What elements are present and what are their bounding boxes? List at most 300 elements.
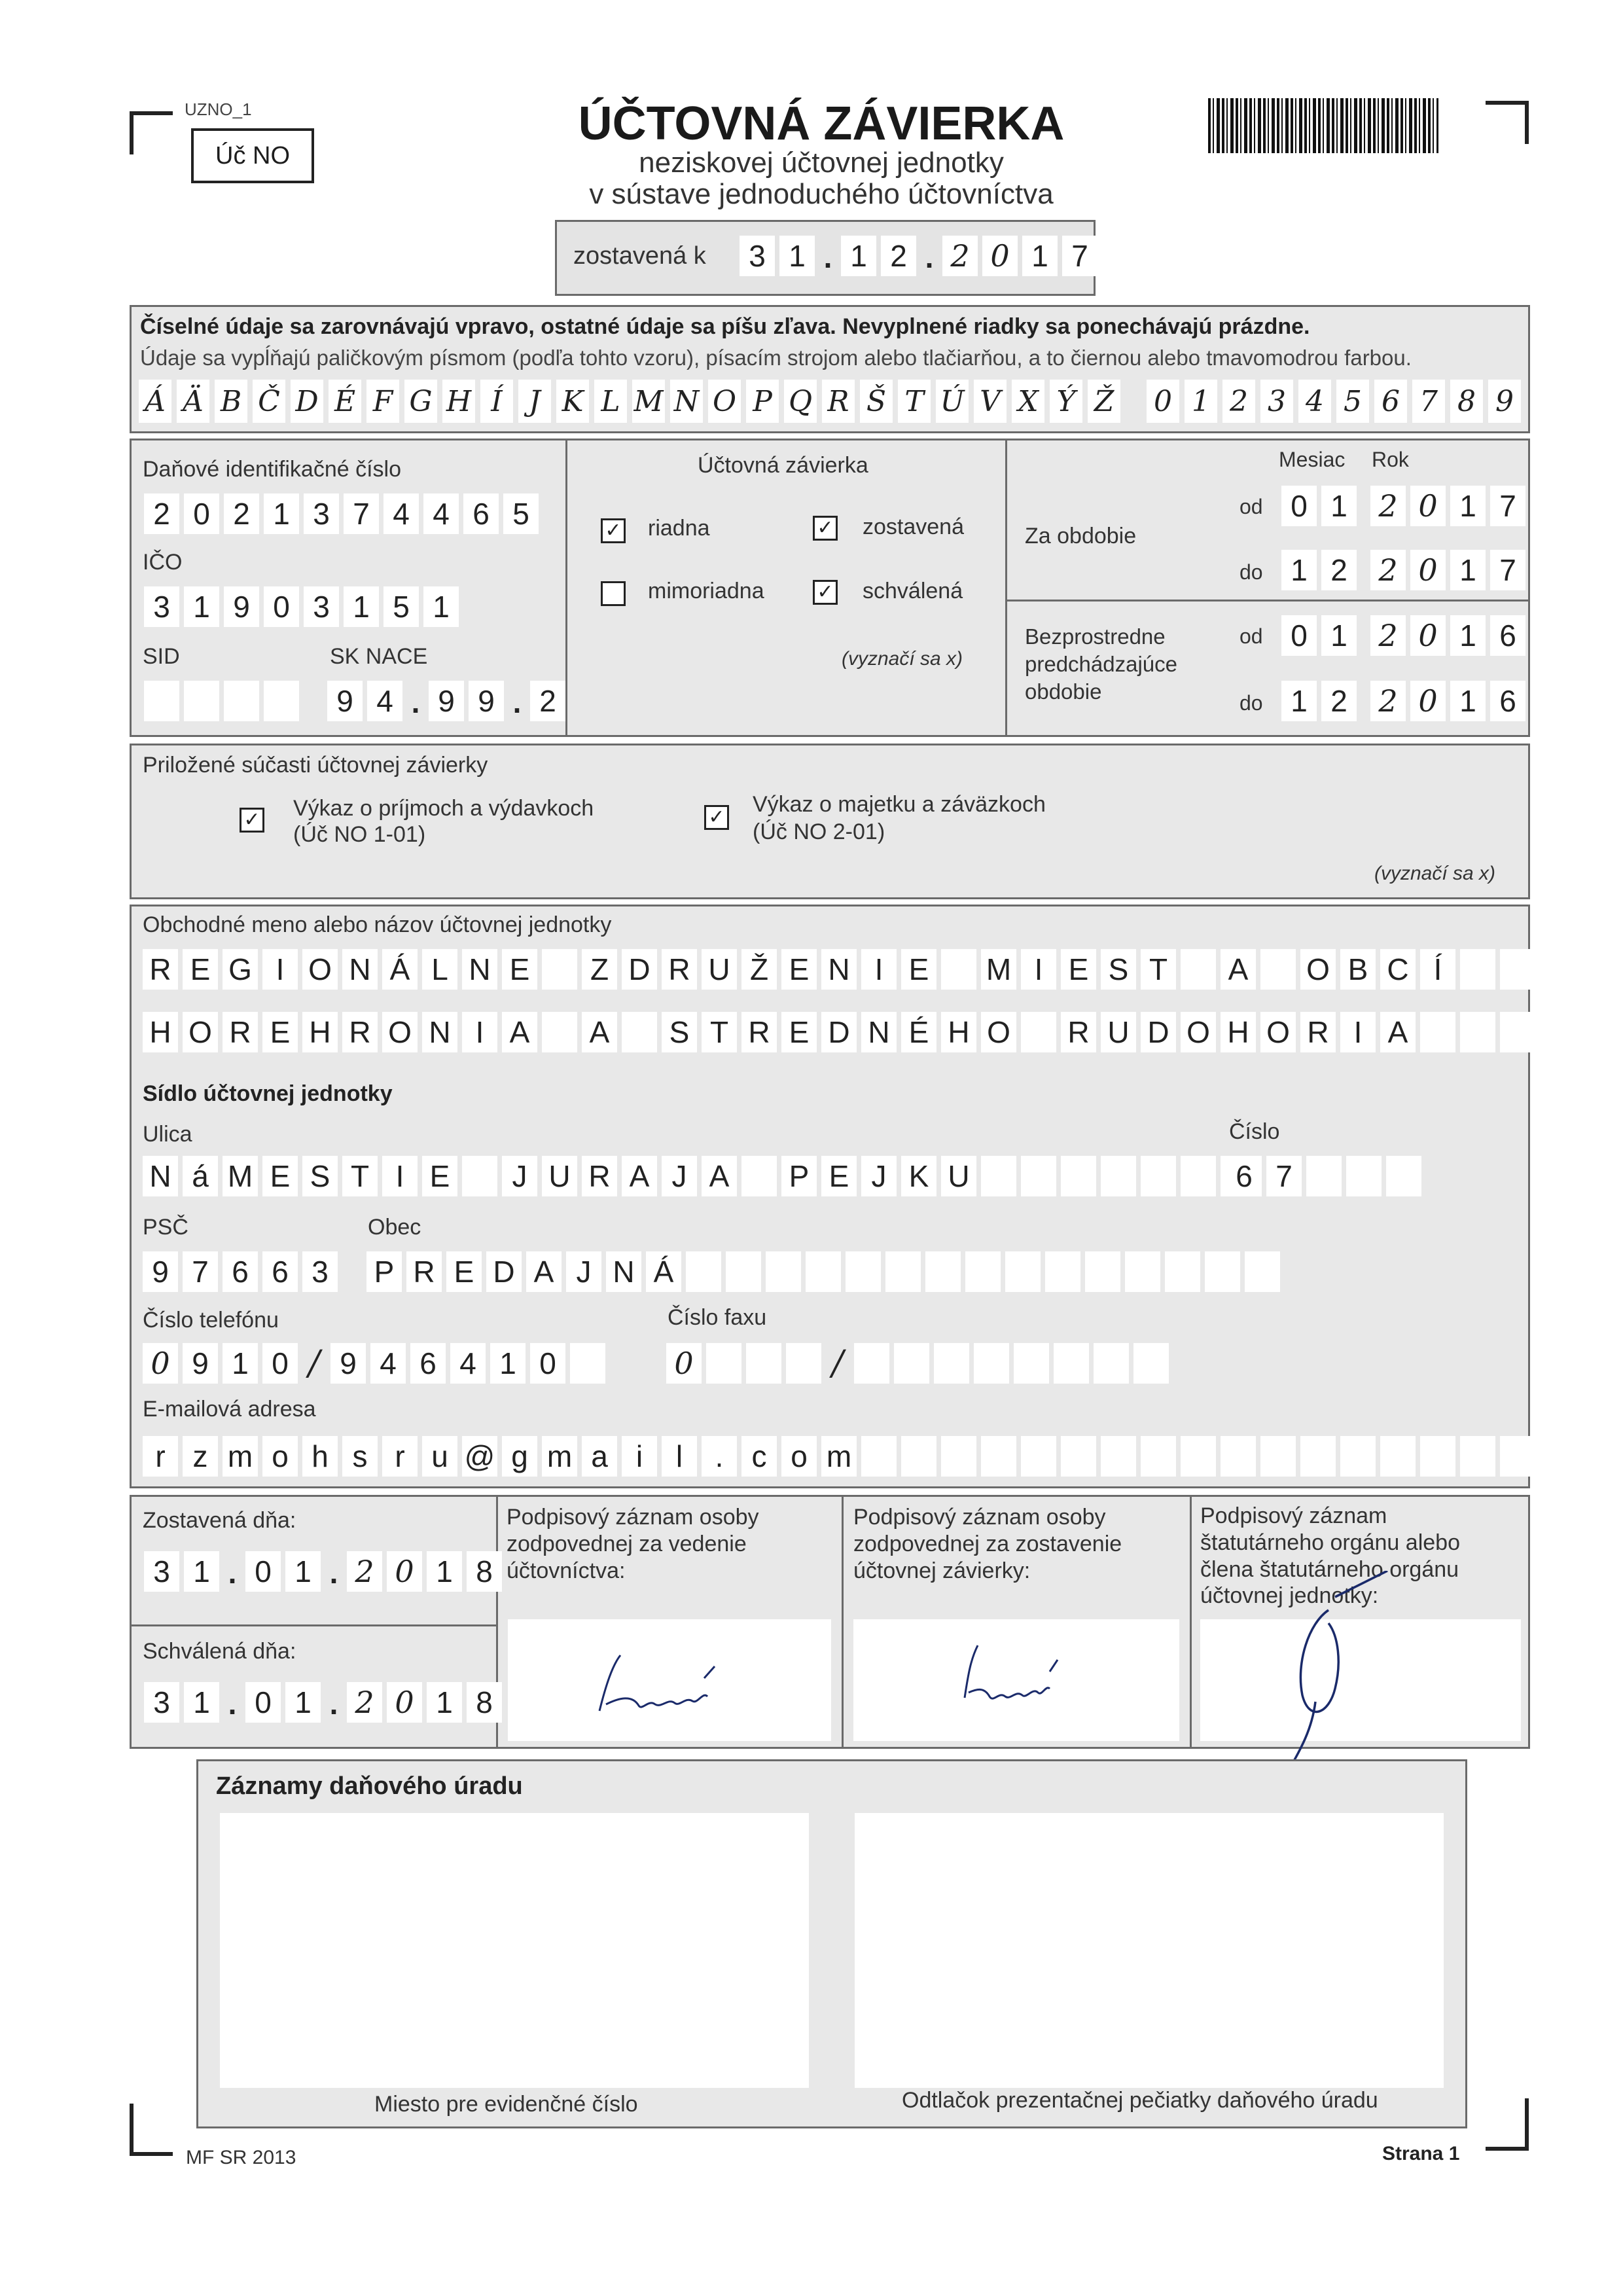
cell[interactable]: E bbox=[422, 1156, 457, 1196]
cell[interactable]: 7 bbox=[344, 493, 379, 534]
cell[interactable]: 2 bbox=[1321, 550, 1357, 590]
cell[interactable]: 7 bbox=[1062, 236, 1097, 276]
cell[interactable]: 9 bbox=[224, 586, 259, 627]
cell[interactable] bbox=[1165, 1251, 1200, 1292]
do-label: do bbox=[1240, 691, 1263, 715]
cell[interactable]: R bbox=[342, 1012, 378, 1052]
cell[interactable] bbox=[861, 1436, 897, 1477]
cell[interactable]: S bbox=[302, 1156, 338, 1196]
cell[interactable]: á bbox=[183, 1156, 218, 1196]
cell[interactable]: o bbox=[781, 1436, 817, 1477]
sid-label: SID bbox=[143, 644, 180, 669]
cell[interactable]: 6 bbox=[1226, 1156, 1262, 1196]
cell[interactable]: É bbox=[901, 1012, 936, 1052]
cell[interactable]: 1 bbox=[285, 1551, 321, 1592]
cell[interactable] bbox=[1125, 1251, 1160, 1292]
cell[interactable] bbox=[981, 1156, 1016, 1196]
cell[interactable]: 2 bbox=[881, 236, 916, 276]
cell[interactable] bbox=[925, 1251, 961, 1292]
cell[interactable]: A bbox=[702, 1156, 737, 1196]
cell[interactable]: 1 bbox=[1281, 681, 1317, 721]
cell[interactable]: 6 bbox=[1490, 681, 1525, 721]
attachment-2-checkbox[interactable]: ✓ bbox=[704, 805, 729, 830]
cell[interactable] bbox=[570, 1343, 605, 1384]
current-from-year bbox=[1370, 486, 1525, 526]
cell[interactable] bbox=[1460, 1012, 1495, 1052]
cell[interactable] bbox=[1101, 1156, 1136, 1196]
cell[interactable]: H bbox=[302, 1012, 338, 1052]
cell[interactable]: 9 bbox=[469, 681, 504, 721]
cell[interactable]: N bbox=[143, 1156, 178, 1196]
attachment-1-checkbox[interactable]: ✓ bbox=[240, 808, 264, 833]
prev-to-month bbox=[1281, 681, 1357, 721]
cell[interactable]: 1 bbox=[1450, 615, 1486, 656]
cell[interactable] bbox=[934, 1343, 969, 1384]
cell[interactable]: Á bbox=[382, 949, 418, 990]
cell[interactable]: H bbox=[941, 1012, 976, 1052]
cell[interactable] bbox=[1045, 1251, 1080, 1292]
cell[interactable]: A bbox=[502, 1012, 537, 1052]
cell[interactable]: 3 bbox=[144, 1682, 179, 1723]
cell[interactable] bbox=[941, 1436, 976, 1477]
cell[interactable]: P bbox=[781, 1156, 817, 1196]
cell[interactable]: 2 bbox=[530, 681, 565, 721]
cell[interactable] bbox=[1420, 1436, 1455, 1477]
cell[interactable]: 1 bbox=[285, 1682, 321, 1723]
cell[interactable]: 0 bbox=[245, 1682, 281, 1723]
cell[interactable]: U bbox=[941, 1156, 976, 1196]
cell[interactable] bbox=[1141, 1436, 1176, 1477]
sample-glyph: O bbox=[708, 380, 741, 423]
cell[interactable] bbox=[1085, 1251, 1120, 1292]
cell[interactable] bbox=[462, 1156, 497, 1196]
cell[interactable]: 0 bbox=[982, 236, 1018, 276]
cell[interactable]: 0 bbox=[387, 1551, 422, 1592]
cell[interactable] bbox=[1460, 949, 1495, 990]
cell[interactable]: D bbox=[1141, 1012, 1176, 1052]
cell[interactable]: 1 bbox=[490, 1343, 526, 1384]
cell[interactable] bbox=[1181, 1436, 1216, 1477]
cell[interactable] bbox=[1181, 1156, 1216, 1196]
cell[interactable] bbox=[1500, 1436, 1535, 1477]
cell[interactable]: A bbox=[526, 1251, 562, 1292]
cell[interactable] bbox=[885, 1251, 921, 1292]
cell[interactable]: R bbox=[662, 949, 697, 990]
cell[interactable]: B bbox=[1340, 949, 1376, 990]
phone-separator: / bbox=[308, 1344, 320, 1383]
cell[interactable]: 6 bbox=[410, 1343, 446, 1384]
cell[interactable]: R bbox=[143, 949, 178, 990]
cell[interactable]: N bbox=[606, 1251, 641, 1292]
cell[interactable]: 1 bbox=[184, 1682, 219, 1723]
cell[interactable] bbox=[1300, 1436, 1336, 1477]
current-from-month bbox=[1281, 486, 1357, 526]
cell[interactable]: 6 bbox=[223, 1251, 258, 1292]
cell[interactable]: U bbox=[542, 1156, 577, 1196]
cell[interactable]: o bbox=[262, 1436, 298, 1477]
psc-label: PSČ bbox=[143, 1215, 188, 1240]
cell[interactable]: 3 bbox=[740, 236, 775, 276]
cell[interactable]: 1 bbox=[841, 236, 876, 276]
cell[interactable]: c bbox=[741, 1436, 777, 1477]
cell[interactable]: m bbox=[223, 1436, 258, 1477]
cell[interactable]: M bbox=[223, 1156, 258, 1196]
cell[interactable]: E bbox=[446, 1251, 482, 1292]
cell[interactable]: O bbox=[183, 1012, 218, 1052]
cell[interactable]: J bbox=[566, 1251, 601, 1292]
cell[interactable]: I bbox=[262, 949, 298, 990]
divider bbox=[842, 1495, 844, 1749]
cell[interactable]: O bbox=[302, 949, 338, 990]
cell[interactable]: 7 bbox=[1490, 550, 1525, 590]
cell[interactable]: 8 bbox=[467, 1551, 502, 1592]
cell[interactable]: E bbox=[262, 1012, 298, 1052]
cell[interactable]: G bbox=[223, 949, 258, 990]
cell[interactable] bbox=[1101, 1436, 1136, 1477]
cell[interactable]: A bbox=[1380, 1012, 1416, 1052]
cell[interactable]: r bbox=[382, 1436, 418, 1477]
ico-label: IČO bbox=[143, 550, 183, 575]
cell[interactable]: 0 bbox=[245, 1551, 281, 1592]
cell[interactable]: N bbox=[861, 1012, 897, 1052]
cell[interactable]: 0 bbox=[262, 1343, 298, 1384]
cell[interactable] bbox=[184, 681, 219, 721]
page-title: ÚČTOVNÁ ZÁVIERKA bbox=[578, 98, 1065, 150]
compiled-date-label: zostavená k bbox=[573, 242, 706, 270]
cell[interactable] bbox=[622, 1012, 657, 1052]
cell[interactable]: N bbox=[821, 949, 857, 990]
cell[interactable]: I bbox=[382, 1156, 418, 1196]
cell[interactable]: 1 bbox=[1450, 550, 1486, 590]
cell[interactable]: Á bbox=[646, 1251, 681, 1292]
cell[interactable] bbox=[1021, 1012, 1056, 1052]
cell[interactable]: 3 bbox=[144, 586, 179, 627]
cell[interactable]: 8 bbox=[467, 1682, 502, 1723]
cell[interactable] bbox=[1306, 1156, 1342, 1196]
riadna-checkbox[interactable]: ✓ bbox=[601, 518, 626, 543]
cell[interactable]: 0 bbox=[1410, 615, 1446, 656]
cell[interactable] bbox=[144, 681, 179, 721]
cell[interactable] bbox=[1540, 1436, 1575, 1477]
registration-number-caption: Miesto pre evidenčné číslo bbox=[374, 2092, 638, 2117]
cell[interactable]: m bbox=[542, 1436, 577, 1477]
zostavena-checkbox[interactable]: ✓ bbox=[813, 516, 838, 541]
cell[interactable]: 6 bbox=[262, 1251, 298, 1292]
cell[interactable] bbox=[1021, 1156, 1056, 1196]
sample-glyph: H bbox=[442, 380, 475, 423]
cell[interactable] bbox=[1014, 1343, 1049, 1384]
cell[interactable]: U bbox=[1101, 1012, 1136, 1052]
mimoriadna-checkbox[interactable] bbox=[601, 581, 626, 606]
cell[interactable]: 1 bbox=[184, 586, 219, 627]
cell[interactable] bbox=[1005, 1251, 1041, 1292]
fax-separator: / bbox=[832, 1344, 844, 1383]
cell[interactable]: 6 bbox=[1490, 615, 1525, 656]
signature-2-box[interactable] bbox=[853, 1619, 1179, 1741]
cell[interactable] bbox=[1380, 1436, 1416, 1477]
sample-glyph: M bbox=[632, 380, 665, 423]
cell[interactable]: O bbox=[1181, 1012, 1216, 1052]
cell[interactable]: O bbox=[1300, 949, 1336, 990]
cell[interactable] bbox=[1260, 949, 1296, 990]
cell[interactable]: 1 bbox=[1450, 681, 1486, 721]
sample-letters bbox=[139, 380, 1120, 423]
za-obdobie-label: Za obdobie bbox=[1025, 524, 1137, 548]
cell[interactable]: 1 bbox=[1022, 236, 1058, 276]
office-stamp-box[interactable] bbox=[855, 1813, 1444, 2088]
cell[interactable] bbox=[894, 1343, 929, 1384]
cell[interactable]: 0 bbox=[1281, 486, 1317, 526]
cell[interactable] bbox=[901, 1436, 936, 1477]
cell[interactable]: 4 bbox=[367, 681, 402, 721]
cell[interactable]: E bbox=[1061, 949, 1096, 990]
cell[interactable]: O bbox=[382, 1012, 418, 1052]
cell[interactable]: u bbox=[422, 1436, 457, 1477]
cell[interactable]: h bbox=[302, 1436, 338, 1477]
cell[interactable]: 1 bbox=[779, 236, 815, 276]
cell[interactable]: D bbox=[486, 1251, 522, 1292]
cell[interactable] bbox=[1260, 1436, 1296, 1477]
cell[interactable]: 2 bbox=[942, 236, 978, 276]
cell[interactable]: D bbox=[821, 1012, 857, 1052]
cell[interactable]: O bbox=[1260, 1012, 1296, 1052]
cell[interactable]: Z bbox=[582, 949, 617, 990]
cell[interactable] bbox=[1061, 1156, 1096, 1196]
cell[interactable]: 3 bbox=[304, 493, 339, 534]
cell[interactable]: 0 bbox=[1410, 486, 1446, 526]
cell[interactable]: g bbox=[502, 1436, 537, 1477]
cell[interactable] bbox=[542, 949, 577, 990]
schvalena-label: schválená bbox=[863, 579, 963, 603]
cell[interactable]: J bbox=[502, 1156, 537, 1196]
cell[interactable] bbox=[1500, 1012, 1535, 1052]
cell[interactable]: I bbox=[1340, 1012, 1376, 1052]
signature-1-box[interactable] bbox=[508, 1619, 831, 1741]
cell[interactable]: D bbox=[622, 949, 657, 990]
cell[interactable] bbox=[941, 949, 976, 990]
cell[interactable] bbox=[746, 1343, 781, 1384]
cell[interactable]: 0 bbox=[264, 586, 299, 627]
cell[interactable]: 0 bbox=[387, 1682, 422, 1723]
cell[interactable]: C bbox=[1380, 949, 1416, 990]
cell[interactable]: i bbox=[622, 1436, 657, 1477]
cell[interactable]: 1 bbox=[264, 493, 299, 534]
cell[interactable]: 2 bbox=[347, 1682, 382, 1723]
cell[interactable]: 1 bbox=[423, 586, 459, 627]
cell[interactable]: 1 bbox=[223, 1343, 258, 1384]
cell[interactable]: R bbox=[223, 1012, 258, 1052]
signature-1-handwriting bbox=[508, 1619, 831, 1741]
cell[interactable]: @ bbox=[462, 1436, 497, 1477]
cell[interactable]: 2 bbox=[1370, 681, 1406, 721]
cell[interactable]: 1 bbox=[427, 1551, 462, 1592]
cell[interactable] bbox=[1181, 949, 1216, 990]
cell[interactable]: 3 bbox=[144, 1551, 179, 1592]
cell[interactable] bbox=[1094, 1343, 1129, 1384]
cell[interactable]: E bbox=[821, 1156, 857, 1196]
cell[interactable] bbox=[1540, 949, 1575, 990]
cell[interactable]: 4 bbox=[383, 493, 419, 534]
cell[interactable]: 1 bbox=[427, 1682, 462, 1723]
cell[interactable]: 0 bbox=[143, 1343, 178, 1384]
cell[interactable] bbox=[1061, 1436, 1096, 1477]
cell[interactable]: R bbox=[1300, 1012, 1336, 1052]
cell[interactable] bbox=[854, 1343, 889, 1384]
cell[interactable]: l bbox=[662, 1436, 697, 1477]
cell[interactable]: P bbox=[366, 1251, 402, 1292]
cell[interactable]: 6 bbox=[463, 493, 499, 534]
cell[interactable]: Í bbox=[1420, 949, 1455, 990]
cell[interactable]: s bbox=[342, 1436, 378, 1477]
cell[interactable]: 4 bbox=[450, 1343, 486, 1384]
cell[interactable]: 0 bbox=[1410, 681, 1446, 721]
cell[interactable]: T bbox=[342, 1156, 378, 1196]
cell[interactable]: 1 bbox=[344, 586, 379, 627]
cell[interactable]: 3 bbox=[304, 586, 339, 627]
cell[interactable]: 1 bbox=[184, 1551, 219, 1592]
cell[interactable]: J bbox=[662, 1156, 697, 1196]
cell[interactable]: I bbox=[462, 1012, 497, 1052]
cell[interactable]: E bbox=[901, 949, 936, 990]
cell[interactable] bbox=[1346, 1156, 1382, 1196]
cell[interactable] bbox=[726, 1251, 761, 1292]
cell[interactable] bbox=[264, 681, 299, 721]
cell[interactable] bbox=[766, 1251, 801, 1292]
cell[interactable]: L bbox=[422, 949, 457, 990]
cell[interactable] bbox=[1500, 949, 1535, 990]
cell[interactable]: R bbox=[1061, 1012, 1096, 1052]
cell[interactable]: 2 bbox=[1321, 681, 1357, 721]
cell[interactable] bbox=[224, 681, 259, 721]
cell[interactable]: 0 bbox=[530, 1343, 565, 1384]
cell[interactable]: 2 bbox=[1370, 486, 1406, 526]
cell[interactable]: 0 bbox=[184, 493, 219, 534]
cell[interactable] bbox=[1245, 1251, 1280, 1292]
cell[interactable]: E bbox=[781, 1012, 817, 1052]
cell[interactable]: 2 bbox=[1370, 615, 1406, 656]
cell[interactable] bbox=[1420, 1012, 1455, 1052]
cell[interactable]: 1 bbox=[1450, 486, 1486, 526]
cell[interactable] bbox=[1141, 1156, 1176, 1196]
cell[interactable] bbox=[1221, 1436, 1256, 1477]
cell[interactable] bbox=[806, 1251, 841, 1292]
cell[interactable] bbox=[1540, 1012, 1575, 1052]
cell[interactable]: Ž bbox=[741, 949, 777, 990]
cell[interactable]: T bbox=[702, 1012, 737, 1052]
cell[interactable]: r bbox=[143, 1436, 178, 1477]
cell[interactable]: N bbox=[422, 1012, 457, 1052]
sample-glyph: K bbox=[556, 380, 589, 423]
cell[interactable]: 9 bbox=[183, 1343, 218, 1384]
cell[interactable] bbox=[786, 1343, 821, 1384]
cell[interactable]: E bbox=[183, 949, 218, 990]
cell[interactable]: H bbox=[143, 1012, 178, 1052]
cell[interactable] bbox=[846, 1251, 881, 1292]
cell[interactable]: m bbox=[821, 1436, 857, 1477]
cell[interactable] bbox=[1205, 1251, 1240, 1292]
cell[interactable]: R bbox=[582, 1156, 617, 1196]
cell[interactable] bbox=[542, 1012, 577, 1052]
cell[interactable]: 7 bbox=[183, 1251, 218, 1292]
registration-number-box[interactable] bbox=[220, 1813, 809, 2088]
cell[interactable]: A bbox=[582, 1012, 617, 1052]
cell[interactable]: A bbox=[1221, 949, 1256, 990]
cell[interactable]: R bbox=[406, 1251, 442, 1292]
cell[interactable] bbox=[965, 1251, 1001, 1292]
cell[interactable]: E bbox=[502, 949, 537, 990]
cell[interactable]: 9 bbox=[327, 681, 363, 721]
cell[interactable]: N bbox=[462, 949, 497, 990]
cell[interactable]: S bbox=[662, 1012, 697, 1052]
cell[interactable]: 7 bbox=[1490, 486, 1525, 526]
cell[interactable]: E bbox=[781, 949, 817, 990]
cell[interactable] bbox=[974, 1343, 1009, 1384]
cell[interactable]: 4 bbox=[423, 493, 459, 534]
cell[interactable]: 9 bbox=[330, 1343, 366, 1384]
cell[interactable]: U bbox=[702, 949, 737, 990]
cell[interactable]: 3 bbox=[302, 1251, 338, 1292]
cell[interactable]: 4 bbox=[370, 1343, 406, 1384]
cell[interactable] bbox=[686, 1251, 721, 1292]
cell[interactable] bbox=[1021, 1436, 1056, 1477]
cell[interactable]: 5 bbox=[503, 493, 539, 534]
sample-glyph: X bbox=[1012, 380, 1044, 423]
cell[interactable]: 0 bbox=[1410, 550, 1446, 590]
cell[interactable] bbox=[981, 1436, 1016, 1477]
cell[interactable]: K bbox=[901, 1156, 936, 1196]
cell[interactable]: 2 bbox=[1370, 550, 1406, 590]
cell[interactable]: 2 bbox=[144, 493, 179, 534]
cell[interactable]: 0 bbox=[1281, 615, 1317, 656]
cell[interactable]: 9 bbox=[143, 1251, 178, 1292]
cell[interactable]: a bbox=[582, 1436, 617, 1477]
cell[interactable] bbox=[1133, 1343, 1169, 1384]
cell[interactable] bbox=[1340, 1436, 1376, 1477]
cell[interactable]: 0 bbox=[666, 1343, 702, 1384]
sample-glyph: 8 bbox=[1450, 380, 1483, 423]
cell[interactable]: z bbox=[183, 1436, 218, 1477]
schvalena-checkbox[interactable]: ✓ bbox=[813, 580, 838, 605]
sample-glyph: 2 bbox=[1222, 380, 1255, 423]
cell[interactable]: R bbox=[741, 1012, 777, 1052]
cell[interactable]: . bbox=[702, 1436, 737, 1477]
cell[interactable]: 5 bbox=[383, 586, 419, 627]
cell[interactable]: 2 bbox=[224, 493, 259, 534]
cell[interactable]: 2 bbox=[347, 1551, 382, 1592]
cell[interactable]: O bbox=[981, 1012, 1016, 1052]
cell[interactable]: I bbox=[861, 949, 897, 990]
cell[interactable]: A bbox=[622, 1156, 657, 1196]
cell[interactable]: J bbox=[861, 1156, 897, 1196]
cell[interactable] bbox=[1386, 1156, 1421, 1196]
cell[interactable]: S bbox=[1101, 949, 1136, 990]
cell[interactable]: 1 bbox=[1321, 615, 1357, 656]
cell[interactable] bbox=[706, 1343, 741, 1384]
cell[interactable]: N bbox=[342, 949, 378, 990]
cell[interactable]: 1 bbox=[1321, 486, 1357, 526]
cell[interactable] bbox=[1460, 1436, 1495, 1477]
cell[interactable]: E bbox=[262, 1156, 298, 1196]
cell[interactable] bbox=[741, 1156, 777, 1196]
cell[interactable]: H bbox=[1221, 1012, 1256, 1052]
cell[interactable]: M bbox=[981, 949, 1016, 990]
cell[interactable]: T bbox=[1141, 949, 1176, 990]
cell[interactable]: I bbox=[1021, 949, 1056, 990]
cell[interactable] bbox=[1054, 1343, 1089, 1384]
cell[interactable]: 9 bbox=[429, 681, 464, 721]
cell[interactable]: 7 bbox=[1266, 1156, 1302, 1196]
cell[interactable]: 1 bbox=[1281, 550, 1317, 590]
